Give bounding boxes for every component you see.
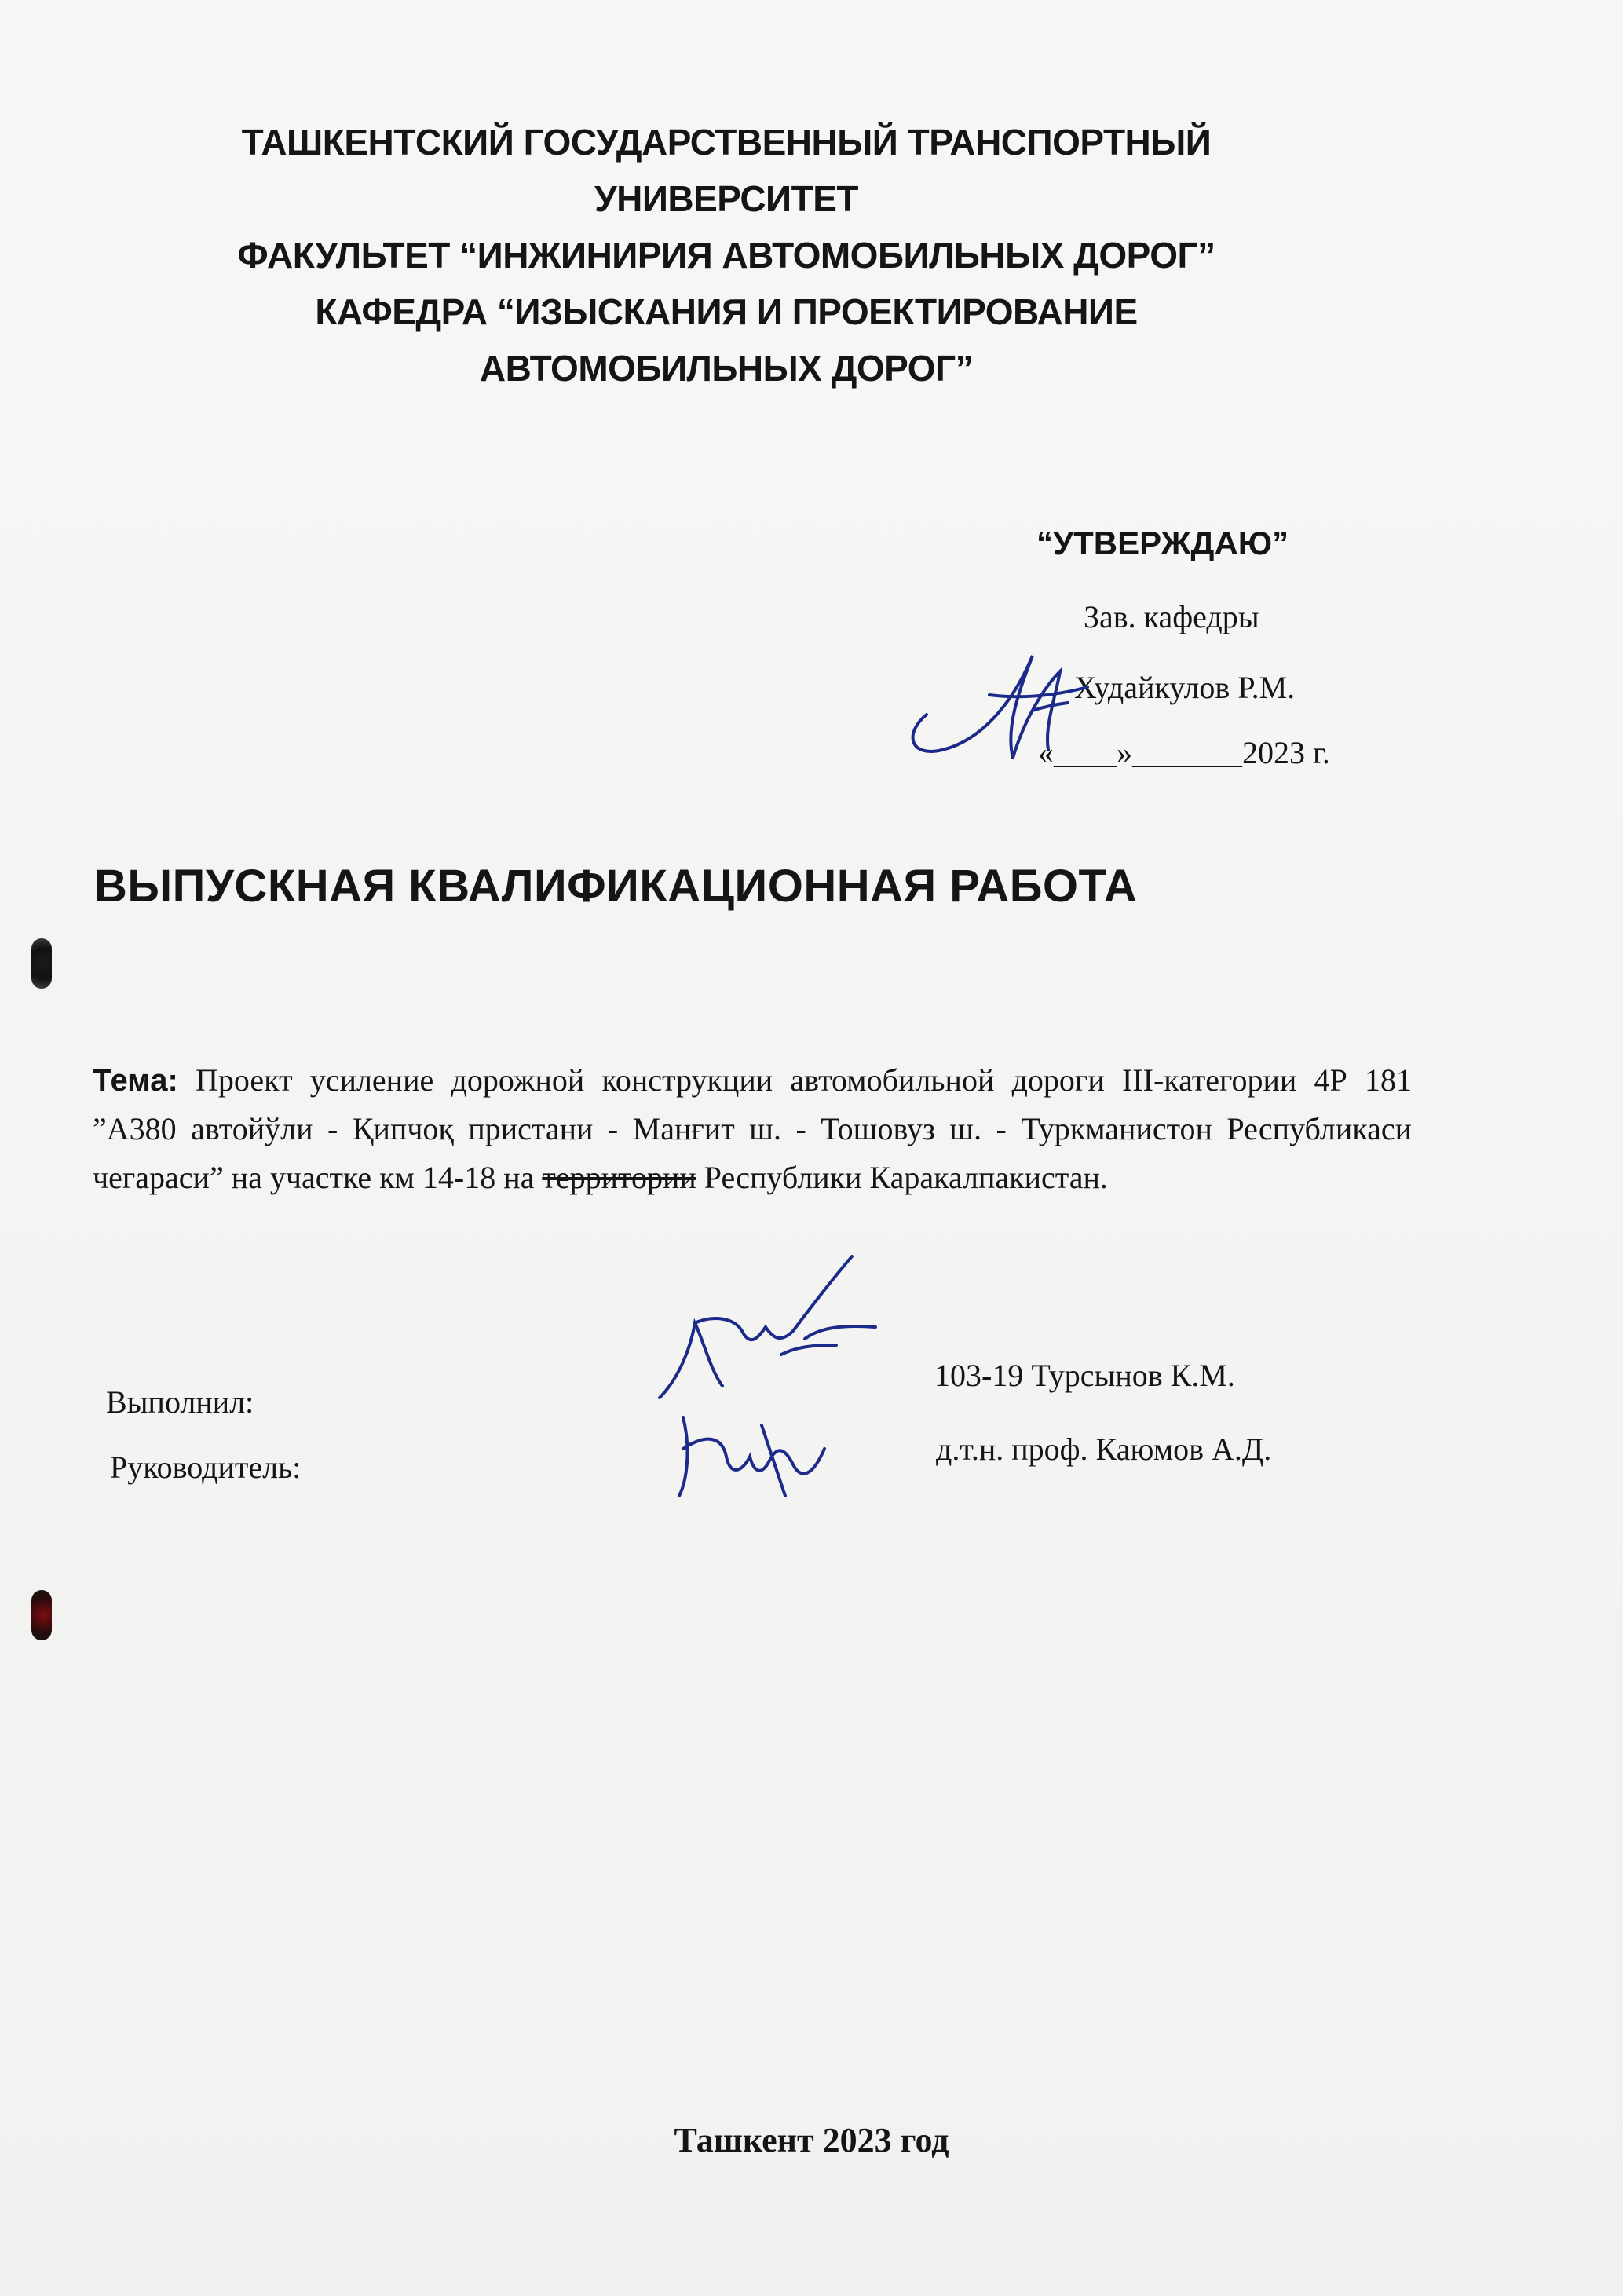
- topic-text: Проект усиление дорожной конструкции автомобильной дороги III-категории 4Р 181 ”А380 автойўли - Қипчоқ пристани - Манғит ш. - Тошовуз ш. - Туркманистон Республикаси чегараси” на участке км 14-18 на: [93, 1062, 1412, 1195]
- thesis-topic: [93, 1056, 1412, 1202]
- topic-struck-word: территории: [542, 1160, 696, 1195]
- header-line-4: КАФЕДРА “ИЗЫСКАНИЯ И ПРОЕКТИРОВАНИЕ: [315, 291, 1138, 332]
- approval-title: “УТВЕРЖДАЮ”: [1036, 525, 1289, 561]
- supervisor-value: д.т.н. проф. Каюмов А.Д.: [936, 1431, 1272, 1467]
- performed-by-value: 103-19 Турсынов К.М.: [934, 1358, 1235, 1393]
- head-of-department-signature: [895, 640, 1099, 766]
- approval-name: Худайкулов Р.М.: [1074, 670, 1296, 705]
- supervisor-signature: [667, 1402, 848, 1504]
- header-line-5: АВТОМОБИЛЬНЫХ ДОРОГ”: [479, 348, 974, 389]
- binding-hole-bottom: [31, 1590, 52, 1640]
- student-signature: [648, 1252, 883, 1409]
- university-header: [118, 114, 1335, 397]
- header-line-2: УНИВЕРСИТЕТ: [594, 178, 858, 219]
- binding-hole-top: [31, 938, 52, 989]
- header-line-3: ФАКУЛЬТЕТ “ИНЖИНИРИЯ АВТОМОБИЛЬНЫХ ДОРОГ”: [237, 235, 1215, 276]
- thesis-title: ВЫПУСКНАЯ КВАЛИФИКАЦИОННАЯ РАБОТА: [94, 861, 1138, 912]
- supervisor-label: Руководитель:: [110, 1450, 302, 1485]
- topic-label: Тема:: [93, 1063, 178, 1098]
- performed-by-label: Выполнил:: [106, 1384, 254, 1420]
- approval-date: «____»_______2023 г.: [1038, 735, 1330, 770]
- approval-position: Зав. кафедры: [1084, 599, 1259, 634]
- footer-city-year: Ташкент 2023 год: [674, 2121, 949, 2159]
- header-line-1: ТАШКЕНТСКИЙ ГОСУДАРСТВЕННЫЙ ТРАНСПОРТНЫЙ: [241, 122, 1212, 163]
- topic-end: Республики Каракалпакистан.: [704, 1160, 1108, 1195]
